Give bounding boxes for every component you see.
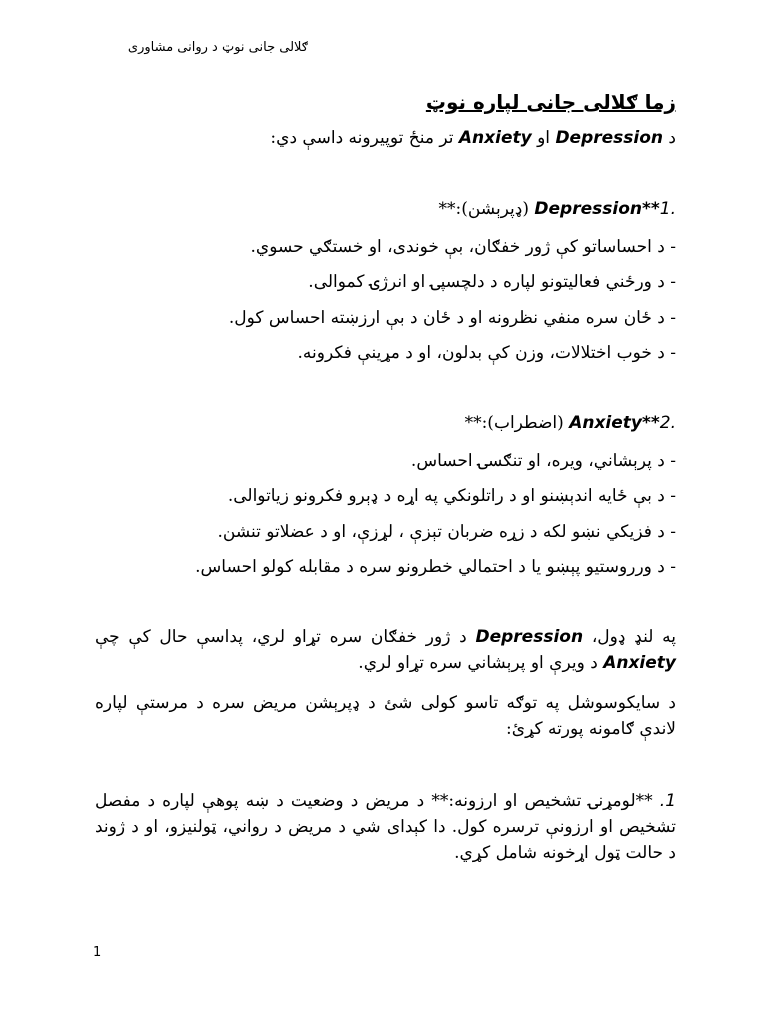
intro-term-anxiety: Anxiety (458, 128, 532, 148)
summary-term-depression: Depression (475, 627, 584, 647)
psychosocial-paragraph: د سایکوسوشل په توګه تاسو کولی شئ د ډپرېشن مریض سره د مرستې لپاره لاندې ګامونه پورته کړئ: (95, 693, 676, 739)
section2-item: - د پرېشاني، ویره، او تنګسۍ احساس. (410, 451, 676, 471)
intro-prefix: د (668, 128, 676, 148)
section2-native: (اضطراب):** (464, 413, 564, 433)
step1-bold: **لومړنۍ تشخیص او ارزونه:** (431, 791, 653, 811)
section1-number: 1. (659, 199, 676, 219)
section2-term: Anxiety (569, 413, 642, 433)
section2-stars: ** (641, 413, 660, 433)
summary-paragraph (95, 624, 676, 676)
summary-part3: د ویرې او پرېشاني سره تړاو لري. (358, 653, 598, 673)
section2-item: - د فزیکي نښو لکه د زړه ضربان تېزې ، لړزې، او د عضلاتو تنشن. (217, 522, 676, 542)
summary-term-anxiety: Anxiety (603, 653, 676, 673)
section1-term: Depression (534, 199, 642, 219)
section2-item: - د بې ځایه اندېښنو او د راتلونکي په اړه د ډېرو فکرونو زیاتوالی. (227, 486, 676, 506)
document-title: زما ګلالی جانی لپاره نوټ (425, 90, 676, 114)
intro-conjunction: او (537, 128, 551, 148)
summary-part2: د ژور خفګان سره تړاو لري، پداسې حال کې چې (95, 627, 467, 647)
page-number: 1 (93, 945, 102, 960)
running-header: ګلالی جانی نوټ د روانی مشاوری (127, 40, 308, 55)
step1-number: 1. (659, 791, 677, 811)
section1-stars: ** (641, 199, 660, 219)
section1-heading (438, 197, 676, 221)
section1-item: - د ځان سره منفي نظرونه او د ځان د بې ارزښته احساس کول. (228, 308, 676, 328)
section1-native: (ډپرېشن):** (438, 199, 529, 219)
summary-part1: په لنډ ډول، (591, 627, 676, 647)
step1-body: د مریض د وضعیت د ښه پوهې لپاره د مفصل تشخیص او ارزونې ترسره کول. دا کېدای شي د مریض د رواني، ټولنیزو، او د ژوند د حالت ټول اړخونه شامل کړي. (95, 791, 676, 863)
section1-item: - د خوب اختلالات، وزن کې بدلون، او د مړینې فکرونه. (297, 343, 676, 363)
intro-suffix: تر منځ توپیرونه داسې دي: (270, 128, 454, 148)
section1-item: - د ورځني فعالیتونو لپاره د دلچسپۍ او انرژۍ کموالی. (308, 272, 676, 292)
section1-item: - د احساساتو کې ژور خفګان، بې خوندی، او خستګي حسوي. (250, 237, 676, 257)
section2-heading (465, 411, 676, 435)
intro-term-depression: Depression (555, 128, 664, 148)
section2-number: 2. (659, 413, 676, 433)
step1-paragraph (95, 788, 676, 866)
intro-line (270, 126, 676, 150)
section2-item: - د ورروستیو پېښو یا د احتمالي خطرونو سره د مقابله کولو احساس. (195, 557, 676, 577)
